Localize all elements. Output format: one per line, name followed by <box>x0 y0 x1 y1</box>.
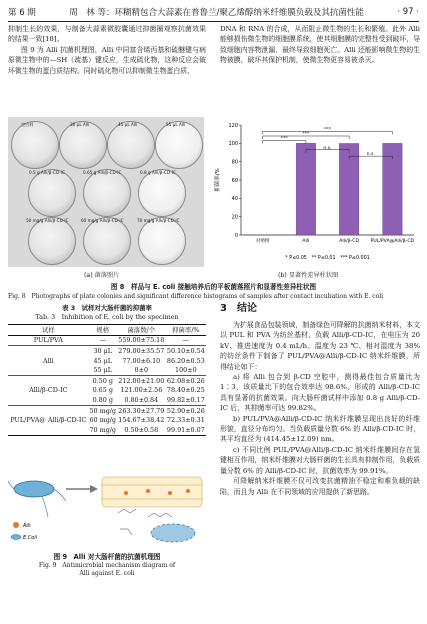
bacterium-shape <box>14 481 54 497</box>
table-title: 表 3 试样对大肠杆菌的抑菌率 <box>62 304 152 312</box>
left-column-text <box>8 24 206 76</box>
plate-label: 30 μL Alli <box>70 122 90 127</box>
plate-label: 55 μL Alli <box>166 122 186 127</box>
figure-caption-cn: 图 9 Alli 对大肠杆菌的抗菌机理图 <box>53 553 161 561</box>
plate-photo-panel <box>8 117 204 267</box>
petri-plate <box>138 169 186 217</box>
running-header <box>8 4 419 20</box>
cell-count: 154.67±38.42 <box>118 416 165 425</box>
cell-count: 212.00±21.00 <box>118 376 165 385</box>
cell-rate: 78.40±0.25 <box>166 386 205 395</box>
cell-count: 0.50±0.58 <box>124 425 159 434</box>
mechanism-diagram <box>8 473 206 547</box>
significance-label: n.s. <box>323 145 332 151</box>
legend-ecoli: E.Coli <box>23 535 38 541</box>
y-tick-label: 120 <box>228 122 238 129</box>
cell-rate: — <box>182 336 190 345</box>
paragraph: 为扩展食品包装领域，制备绿色可降解的抗菌纳米材料，本文以 PUL 和 PVA 为纺丝基材，负载 Alli/β-CD-IC，在电压为 20 kV、推进速度为 0.4 mL/h、温度为 23 ℃、相对湿度为 38% 的纺丝条件下制备了 PUL/PVA@Alli/β-CD-IC 纳米纤维膜，所得结论如下： <box>220 321 420 371</box>
header-title: 周 林 等：环糊精包合大蒜素在普鲁兰/聚乙烯醇纳米纤维膜负载及其抗菌性能 <box>69 8 364 18</box>
plate-label: 50 mg/g Alli/β-CD-IC <box>26 218 69 223</box>
cell-spec: 45 μL <box>93 356 113 365</box>
petri-plate <box>83 169 131 217</box>
petri-plate <box>28 217 76 265</box>
cell-rate: 99.91±0.07 <box>166 425 205 434</box>
column-header: 试样 <box>41 326 55 335</box>
cell-count: 279.00±35.57 <box>118 346 165 355</box>
paragraph: 图 9 为 Alli 抗菌机理图，Alli 中同富含烯丙基和硫醚键与病原微生物中的—SH（巯基）键反应，生成硫化物，这种反应会破坏微生物的蛋白质结构。同时硫化物可以抑制微生物蛋白质、 <box>8 45 206 75</box>
figure-caption-en: Fig. 9 Antimicrobial mechanism diagram of <box>38 561 176 569</box>
petri-plate <box>59 121 107 169</box>
issue-number: 第 6 期 <box>8 8 36 18</box>
significance-label: *** <box>280 136 288 142</box>
header-rule <box>8 21 419 22</box>
table-row <box>8 346 206 356</box>
cell-spec: 70 mg/g <box>89 425 117 434</box>
figure-9 <box>8 473 206 577</box>
alli-legend-icon <box>13 522 19 528</box>
cell-spec: 60 mg/g <box>89 416 117 425</box>
x-tick-label: Alli <box>302 239 310 244</box>
cell-rate: 99.82±0.17 <box>166 395 205 404</box>
paragraph: a) 将 Alli 包合到 β-CD 空腔中，测得最佳包合质量比为 1∶3，该质量比下的包合效率达 98.6%，形成的 Alli/β-CD-IC 具有显著的抗菌效果。向大肠杆菌试样中添加 0.8 g Alli/β-CD-IC 后，其抑菌率可达 99.82%。 <box>220 373 420 413</box>
plate-label: 空白样 <box>21 122 34 127</box>
legend-alli: Alli <box>23 523 31 529</box>
plate-label: 0.5 g Alli/β-CD-IC <box>29 170 65 175</box>
cell-count: 559.00±75.18 <box>118 336 165 345</box>
cell-count: 0.80±0.84 <box>124 395 159 404</box>
table-3 <box>8 304 206 436</box>
table-title-en: Tab. 3 Inhibition of E. coli by the specimen <box>35 313 179 321</box>
y-tick-label: 100 <box>228 141 238 148</box>
cell-rate: 86.20±0.53 <box>166 356 205 365</box>
plate-label: 0.65 g Alli/β-CD-IC <box>83 170 122 175</box>
cell-count: 77.00±6.10 <box>122 356 161 365</box>
petri-plate <box>107 121 155 169</box>
cell-sample: PUL/PVA <box>33 336 63 345</box>
table-header-row <box>8 325 206 336</box>
paragraph: b) PUL/PVA@Alli/β-CD-IC 纳米纤维膜呈现出良好的纤维形貌，直径分布均匀。当负载质量分数 6% 的 Alli/β-CD-IC 时，其平均直径为 (414.45±12.09) nm。 <box>220 414 420 444</box>
table-row <box>8 375 206 385</box>
petri-plate <box>28 169 76 217</box>
column-header: 规格 <box>96 326 110 335</box>
y-axis-label: 抑菌率/% <box>215 168 221 192</box>
petri-plate <box>155 121 203 169</box>
section-heading: 3 结论 <box>220 303 257 314</box>
cell-count: 263.30±27.79 <box>118 406 165 415</box>
cell-sample: Alli/β-CD-IC <box>8 375 89 405</box>
cell-spec: 30 μL <box>89 346 117 356</box>
figure-caption-en: Fig. 8 Photographs of plate colonies and significant difference histograms of samples after contact incubation with E. coli <box>8 293 384 300</box>
bar <box>296 143 315 235</box>
figure-caption-cn: 图 8 样品与 E. coli 接触培养后的平板菌落照片和显著性差异柱状图 <box>110 283 317 291</box>
figure-caption-en-line2: Alli against E. coli <box>79 570 135 577</box>
plate-label: 0.8 g Alli/β-CD-IC <box>140 170 176 175</box>
cell-rate: 72.33±0.31 <box>166 416 205 425</box>
cell-rate: 50.10±0.54 <box>166 346 205 355</box>
figure-8 <box>8 117 420 280</box>
petri-plate <box>83 217 131 265</box>
ecoli-legend-icon <box>11 535 21 540</box>
significance-label: *** <box>302 132 310 137</box>
y-tick-label: 40 <box>231 196 238 203</box>
plate-label: 45 μL Alli <box>118 122 138 127</box>
column-header: 菌落数/个 <box>127 326 156 335</box>
significance-bar-chart <box>211 117 420 267</box>
significance-legend: * P≤0.05 ** P≤0.01 *** P≤0.001 <box>285 256 370 261</box>
figure-8-caption <box>0 283 427 292</box>
table-row <box>8 405 206 415</box>
plate-label: 60 mg/g Alli/β-CD-IC <box>81 218 124 223</box>
cell-spec: 0.80 g <box>92 395 113 404</box>
cell-count: 0±0 <box>134 366 149 375</box>
cell-rate: 52.90±0.26 <box>166 406 205 415</box>
cell-spec: 0.50 g <box>89 375 117 385</box>
cell-rate: 100±0 <box>175 366 197 375</box>
petri-plate <box>11 121 59 169</box>
plate-label: 70 mg/g Alli/β-CD-IC <box>137 218 180 223</box>
subcaption-b: (b) 显著性差异柱状图 <box>278 272 339 279</box>
petri-plate <box>138 217 186 265</box>
x-tick-label: Alli/β-CD <box>339 239 360 244</box>
cell-spec: 0.65 g <box>92 386 113 395</box>
paragraph: c) 不同比例 PUL/PVA@Alli/β-CD-IC 纳米纤维膜间存在氢键相互作用，纳米纤维膜对大肠杆菌的生长具有抑制作用，负载质量分数 6% 的 Alli/β-CD-IC 时，抗菌效率为 99.91%。 <box>220 445 420 475</box>
inhibition-table <box>8 324 206 436</box>
x-tick-label: 对照组 <box>255 239 270 244</box>
cell-spec: 50 mg/g <box>89 406 117 415</box>
paragraph: DNA 和 RNA 的合成，从而阻止微生物的生长和繁殖。此外 Alli 能够损伤微生物的细胞膜系统，使其细胞膜的完整性受到破坏，导致细胞内容物泄漏，最终导致细胞死亡。Alli 还能影响微生物的生物被膜，破坏其保护机制，使微生物更容易被杀灭。 <box>220 25 420 65</box>
y-tick-label: 0 <box>234 232 238 239</box>
significance-label: *** <box>324 127 331 133</box>
column-header: 抑菌率/% <box>172 326 200 335</box>
page-number: · 97 · <box>397 7 419 17</box>
y-tick-label: 80 <box>231 159 238 166</box>
cell-spec: 55 μL <box>93 366 113 375</box>
cell-spec: — <box>99 336 106 345</box>
paragraph: 可降解纳米纤维膜不仅可改变抗菌精油不稳定和难负载的缺陷，而且为 Alli 在不同领域的应用提供了新思路。 <box>220 477 420 496</box>
table-row <box>8 335 206 346</box>
y-tick-label: 60 <box>231 177 238 184</box>
paragraph: 抑制生长的效果，与制备大蒜素微胶囊通过抑菌圈观察抗菌效果的结果一致[18]。 <box>8 25 206 44</box>
subcaption-a: (a) 菌落照片 <box>84 272 120 279</box>
cell-count: 121.00±2.56 <box>120 386 163 395</box>
damaged-bacterium <box>151 524 195 542</box>
cell-sample: PUL/PVA@ Alli/β-CD-IC <box>8 405 89 435</box>
x-tick-label: PUL/PVA@Alli/β-CD <box>370 239 415 244</box>
figure-9-caption <box>8 553 206 579</box>
significance-label: n.s. <box>366 152 375 158</box>
y-tick-label: 20 <box>231 214 238 221</box>
conclusion-text <box>220 320 420 497</box>
cell-rate: 62.08±0.26 <box>166 376 205 385</box>
right-column-text <box>220 24 420 66</box>
cell-sample: Alli <box>8 346 89 376</box>
